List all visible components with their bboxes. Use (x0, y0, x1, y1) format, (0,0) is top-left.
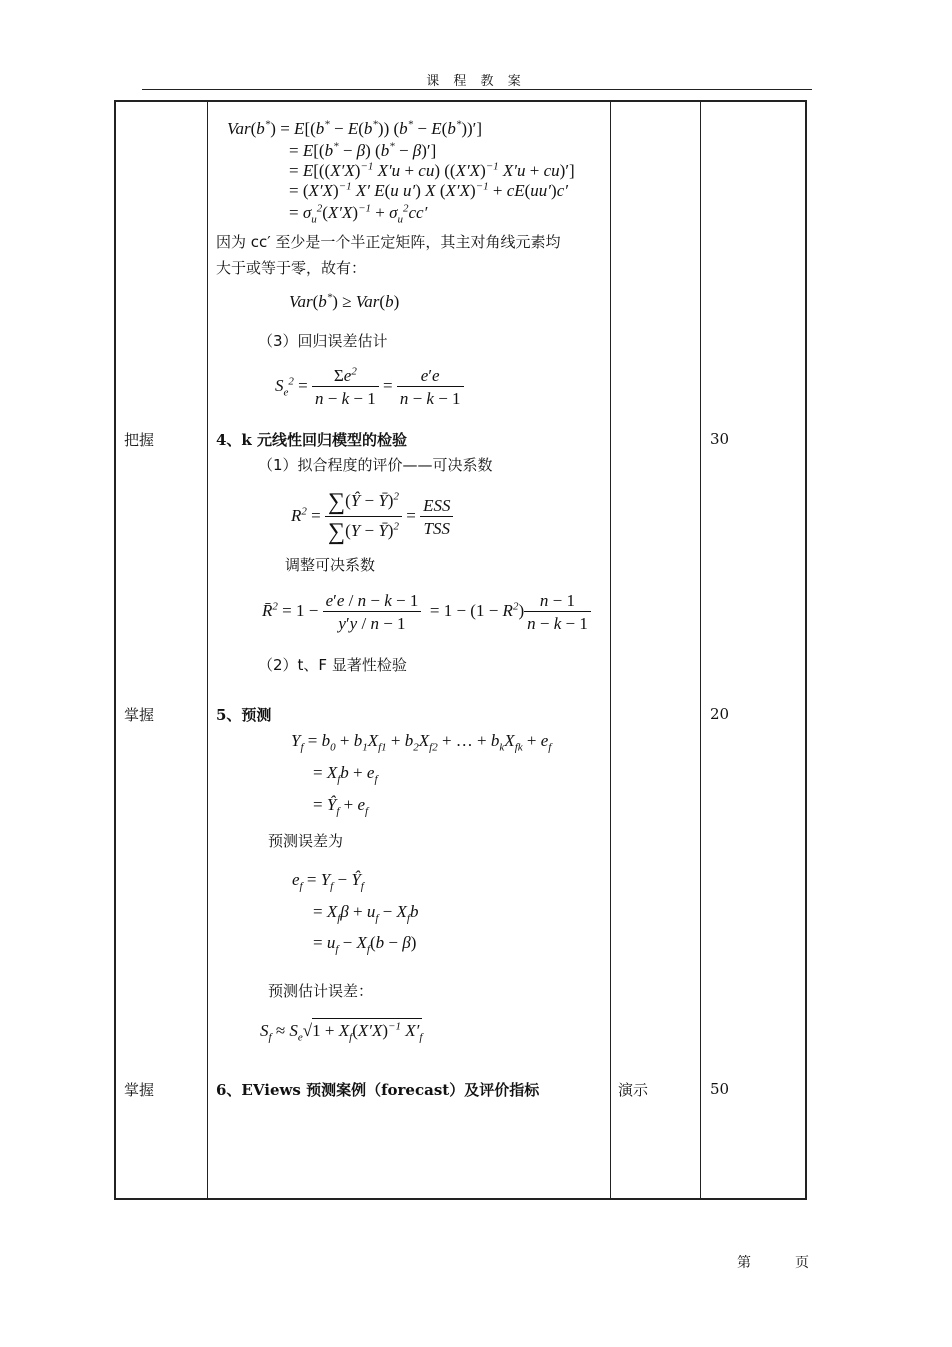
column-divider-1 (207, 102, 208, 1198)
page-header-title: 课 程 教 案 (426, 74, 526, 89)
se-formula: $S_e^2$ = $\frac{\Sigma e^2}{n - k - 1}$ = $\frac{e'e}{n - k - 1}$ (275, 367, 464, 407)
header-rule (142, 89, 812, 90)
adjusted-r-squared-formula: R̄$^2$ = 1 − $\frac{e'e / n - k - 1}{y'y / n - 1}$ = $1 - (1 - R^2)$ $\frac{n - 1}{n - k - 1}$ (262, 592, 591, 632)
note-line-2: 大于或等于零，故有： (216, 259, 367, 277)
section-6-heading: 6、EViews 预测案例（forecast）及评价指标 (216, 1081, 540, 1099)
adjusted-label: 调整可决系数 (285, 556, 376, 574)
method-row-3: 演示 (618, 1081, 649, 1099)
minutes-row-2: 20 (710, 705, 730, 723)
footer-ye: 页 (795, 1255, 809, 1271)
item-3-label: （3）回归误差估计 (258, 332, 388, 350)
note-line-1: 因为 cc′ 至少是一个半正定矩阵，其主对角线元素均 (216, 233, 561, 251)
minutes-row-1: 30 (710, 430, 730, 448)
column-divider-3 (700, 102, 701, 1198)
sf-formula: $S_f \approx S_e√1 + X_f(X'X)^{-1}$ $X'_f$ (260, 1022, 422, 1039)
level-row-3: 掌握 (124, 1081, 155, 1099)
section-5-heading: 5、预测 (216, 706, 272, 724)
prediction-estimate-error-label: 预测估计误差： (268, 982, 374, 1000)
r-squared-formula: $R^2$ = $\frac{\sum(Ŷ - Ȳ)^2}{\sum(Y - Ȳ)^2}$ = $\frac{\text{ESS}}{\text{TSS}}$ (291, 490, 453, 544)
footer-di: 第 (737, 1255, 751, 1271)
prediction-error-label: 预测误差为 (268, 832, 344, 850)
item-1-label: （1）拟合程度的评价——可决系数 (258, 456, 493, 474)
section-4-heading: 4、k 元线性回归模型的检验 (216, 431, 408, 449)
column-divider-2 (610, 102, 611, 1198)
variance-inequality: Var(b*) ≥ Var(b) (289, 291, 400, 311)
item-2-label: （2）t、F 显著性检验 (258, 656, 407, 674)
level-row-2: 掌握 (124, 706, 155, 724)
minutes-row-3: 50 (710, 1080, 730, 1098)
level-row-1: 把握 (124, 431, 155, 449)
